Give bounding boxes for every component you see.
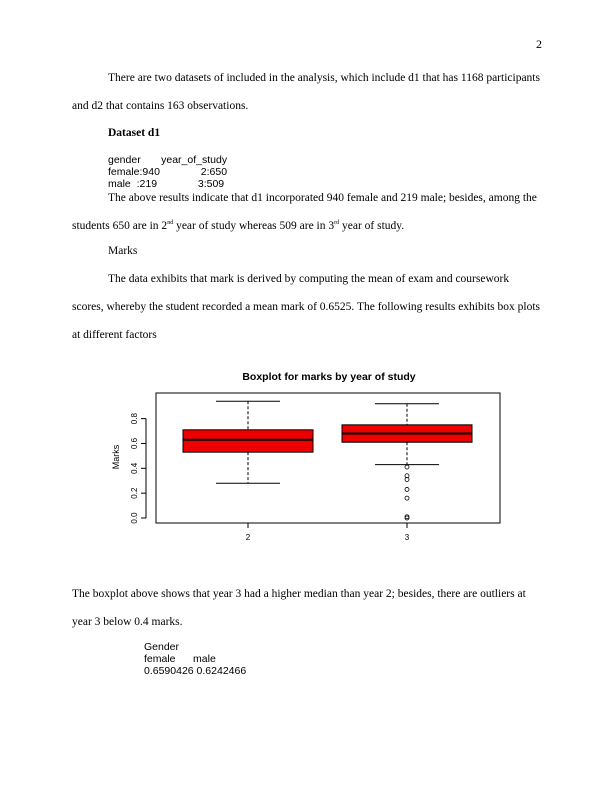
gender-values: 0.6590426 0.6242466 bbox=[144, 665, 247, 677]
chart-title: Boxplot for marks by year of study bbox=[242, 371, 416, 383]
box-year-2 bbox=[183, 401, 313, 483]
box-year-3 bbox=[342, 404, 472, 520]
x-tick-label: 3 bbox=[404, 533, 410, 542]
summary-row-male: male :219 3:509 bbox=[108, 178, 225, 190]
results-sup-1: nd bbox=[167, 220, 174, 227]
dataset-heading: Dataset d1 bbox=[108, 127, 161, 139]
iqr-box bbox=[183, 430, 313, 452]
marks-heading: Marks bbox=[108, 245, 138, 257]
y-axis-label: Marks bbox=[111, 444, 121, 470]
outlier-point bbox=[405, 465, 409, 469]
y-axis bbox=[130, 413, 146, 524]
y-tick-label: 0.0 bbox=[130, 512, 139, 524]
outlier-point bbox=[405, 496, 409, 500]
results-text-2: year of study whereas 509 are in 3 bbox=[173, 220, 335, 232]
plot-frame bbox=[156, 393, 500, 523]
intro-paragraph: There are two datasets of included in the analysis, which include d1 that has 1168 participants and d2 that contains 163 observations. bbox=[72, 72, 540, 112]
y-tick-label: 0.2 bbox=[130, 487, 139, 499]
y-tick-label: 0.4 bbox=[130, 462, 139, 474]
marks-paragraph: The data exhibits that mark is derived by computing the mean of exam and coursework scores, whereby the student recorded a mean mark of 0.6525. The following results exhibits box plots at different factors bbox=[72, 273, 540, 341]
results-text-3: year of study. bbox=[339, 220, 405, 232]
x-axis bbox=[246, 523, 410, 542]
outlier-point bbox=[405, 487, 409, 491]
conclusion-paragraph: The boxplot above shows that year 3 had a higher median than year 2; besides, there are outliers at year 3 below 0.4 marks. bbox=[72, 588, 526, 628]
results-paragraph bbox=[72, 184, 542, 240]
summary-header: gender year_of_study bbox=[108, 154, 228, 166]
summary-row-female: female:940 2:650 bbox=[108, 166, 228, 178]
y-tick-label: 0.6 bbox=[130, 437, 139, 450]
boxplot-chart bbox=[100, 360, 512, 550]
gender-labels: female male bbox=[144, 653, 216, 665]
gender-header: Gender bbox=[144, 641, 180, 653]
results-text-1: The above results indicate that d1 incorporated 940 female and 219 male; besides, among the students 650 are in 2 bbox=[72, 192, 537, 232]
page-number: 2 bbox=[536, 37, 542, 51]
x-tick-label: 2 bbox=[245, 533, 251, 542]
results-sup-2: rd bbox=[334, 220, 340, 227]
boxes bbox=[183, 401, 472, 520]
y-tick-label: 0.8 bbox=[130, 413, 139, 425]
